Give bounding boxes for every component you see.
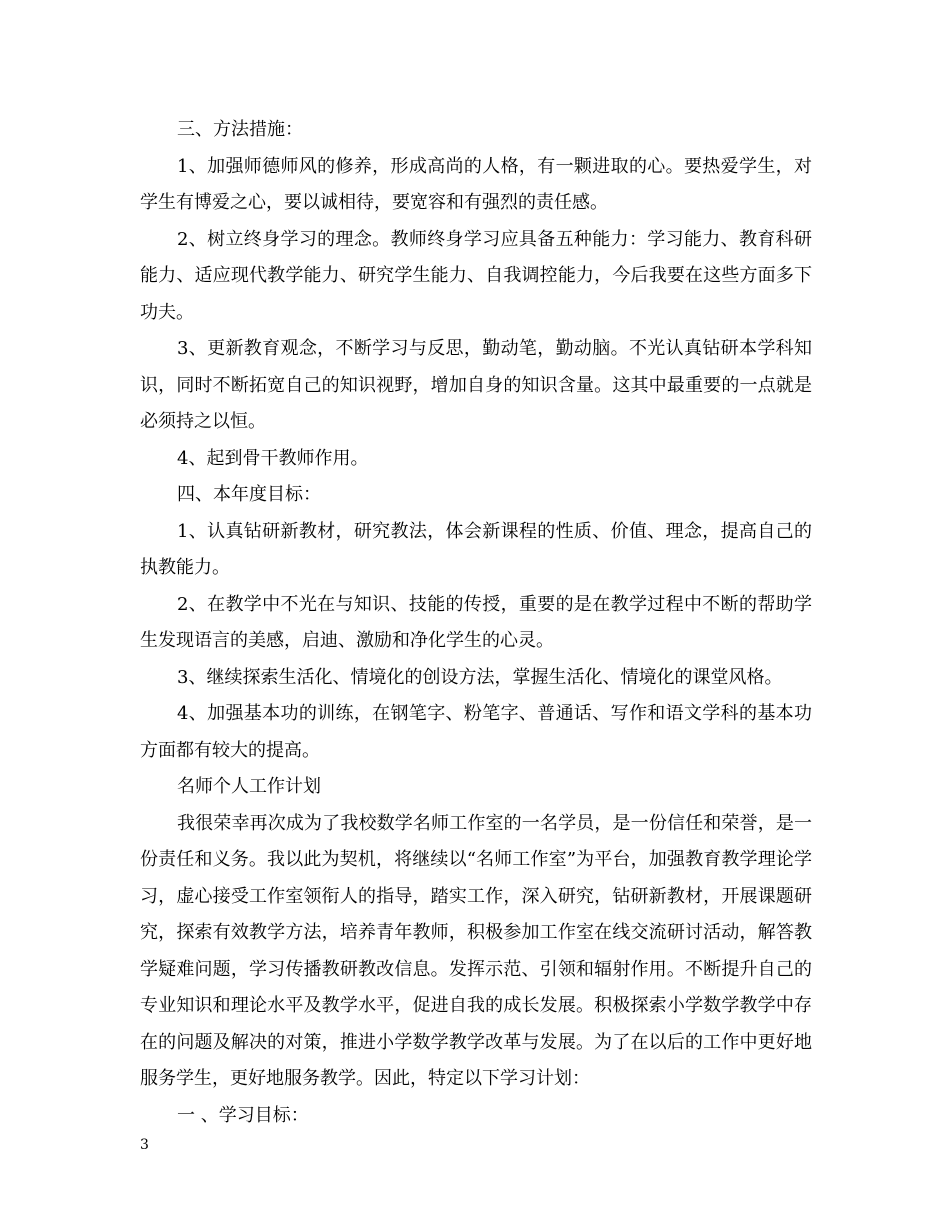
paragraph: 1、加强师德师风的修养，形成高尚的人格，有一颗进取的心。要热爱学生，对学生有博爱之心，要以诚相待，要宽容和有强烈的责任感。 bbox=[140, 155, 812, 213]
paragraph: 我很荣幸再次成为了我校数学名师工作室的一名学员，是一份信任和荣誉，是一份责任和义务。我以此为契机，将继续以“名师工作室”为平台，加强教育教学理论学习，虚心接受工作室领衔人的指导，踏实工作，深入研究，钻研新教材，开展课题研究，探索有效教学方法，培养青年教师，积极参加工作室在线交流研讨活动，解答教学疑难问题，学习传播教研教改信息。发挥示范、引领和辐射作用。不断提升自己的专业知识和理论水平及教学水平，促进自我的成长发展。积极探索小学数学教学中存在的问题及解决的对策，推进小学数学教学改革与发展。为了在以后的工作中更好地服务学生，更好地服务教学。因此，特定以下学习计划： bbox=[140, 812, 812, 1089]
paragraph: 4、加强基本功的训练，在钢笔字、粉笔字、普通话、写作和语文学科的基本功方面都有较大的提高。 bbox=[140, 703, 812, 761]
section-heading-methods: 三、方法措施： bbox=[177, 119, 303, 140]
paragraph: 1、认真钻研新教材，研究教法，体会新课程的性质、价值、理念，提高自己的执教能力。 bbox=[140, 520, 812, 578]
paragraph: 2、在教学中不光在与知识、技能的传授，重要的是在教学过程中不断的帮助学生发现语言的美感，启迪、激励和净化学生的心灵。 bbox=[140, 593, 812, 651]
paragraph: 3、继续探索生活化、情境化的创设方法，掌握生活化、情境化的课堂风格。 bbox=[177, 666, 783, 688]
paragraph: 2、树立终身学习的理念。教师终身学习应具备五种能力：学习能力、教育科研能力、适应现代教学能力、研究学生能力、自我调控能力，今后我要在这些方面多下功夫。 bbox=[140, 228, 812, 323]
section-heading-learning-goals: 一 、学习目标： bbox=[177, 1104, 309, 1126]
paragraph: 4、起到骨干教师作用。 bbox=[177, 447, 369, 469]
document-title: 名师个人工作计划 bbox=[177, 776, 321, 797]
section-heading-goals: 四、本年度目标： bbox=[177, 484, 321, 505]
page-number: 3 bbox=[140, 1137, 149, 1153]
document-body bbox=[140, 112, 812, 1134]
paragraph: 3、更新教育观念，不断学习与反思，勤动笔，勤动脑。不光认真钻研本学科知识，同时不断拓宽自己的知识视野，增加自身的知识含量。这其中最重要的一点就是必须持之以恒。 bbox=[140, 338, 812, 432]
